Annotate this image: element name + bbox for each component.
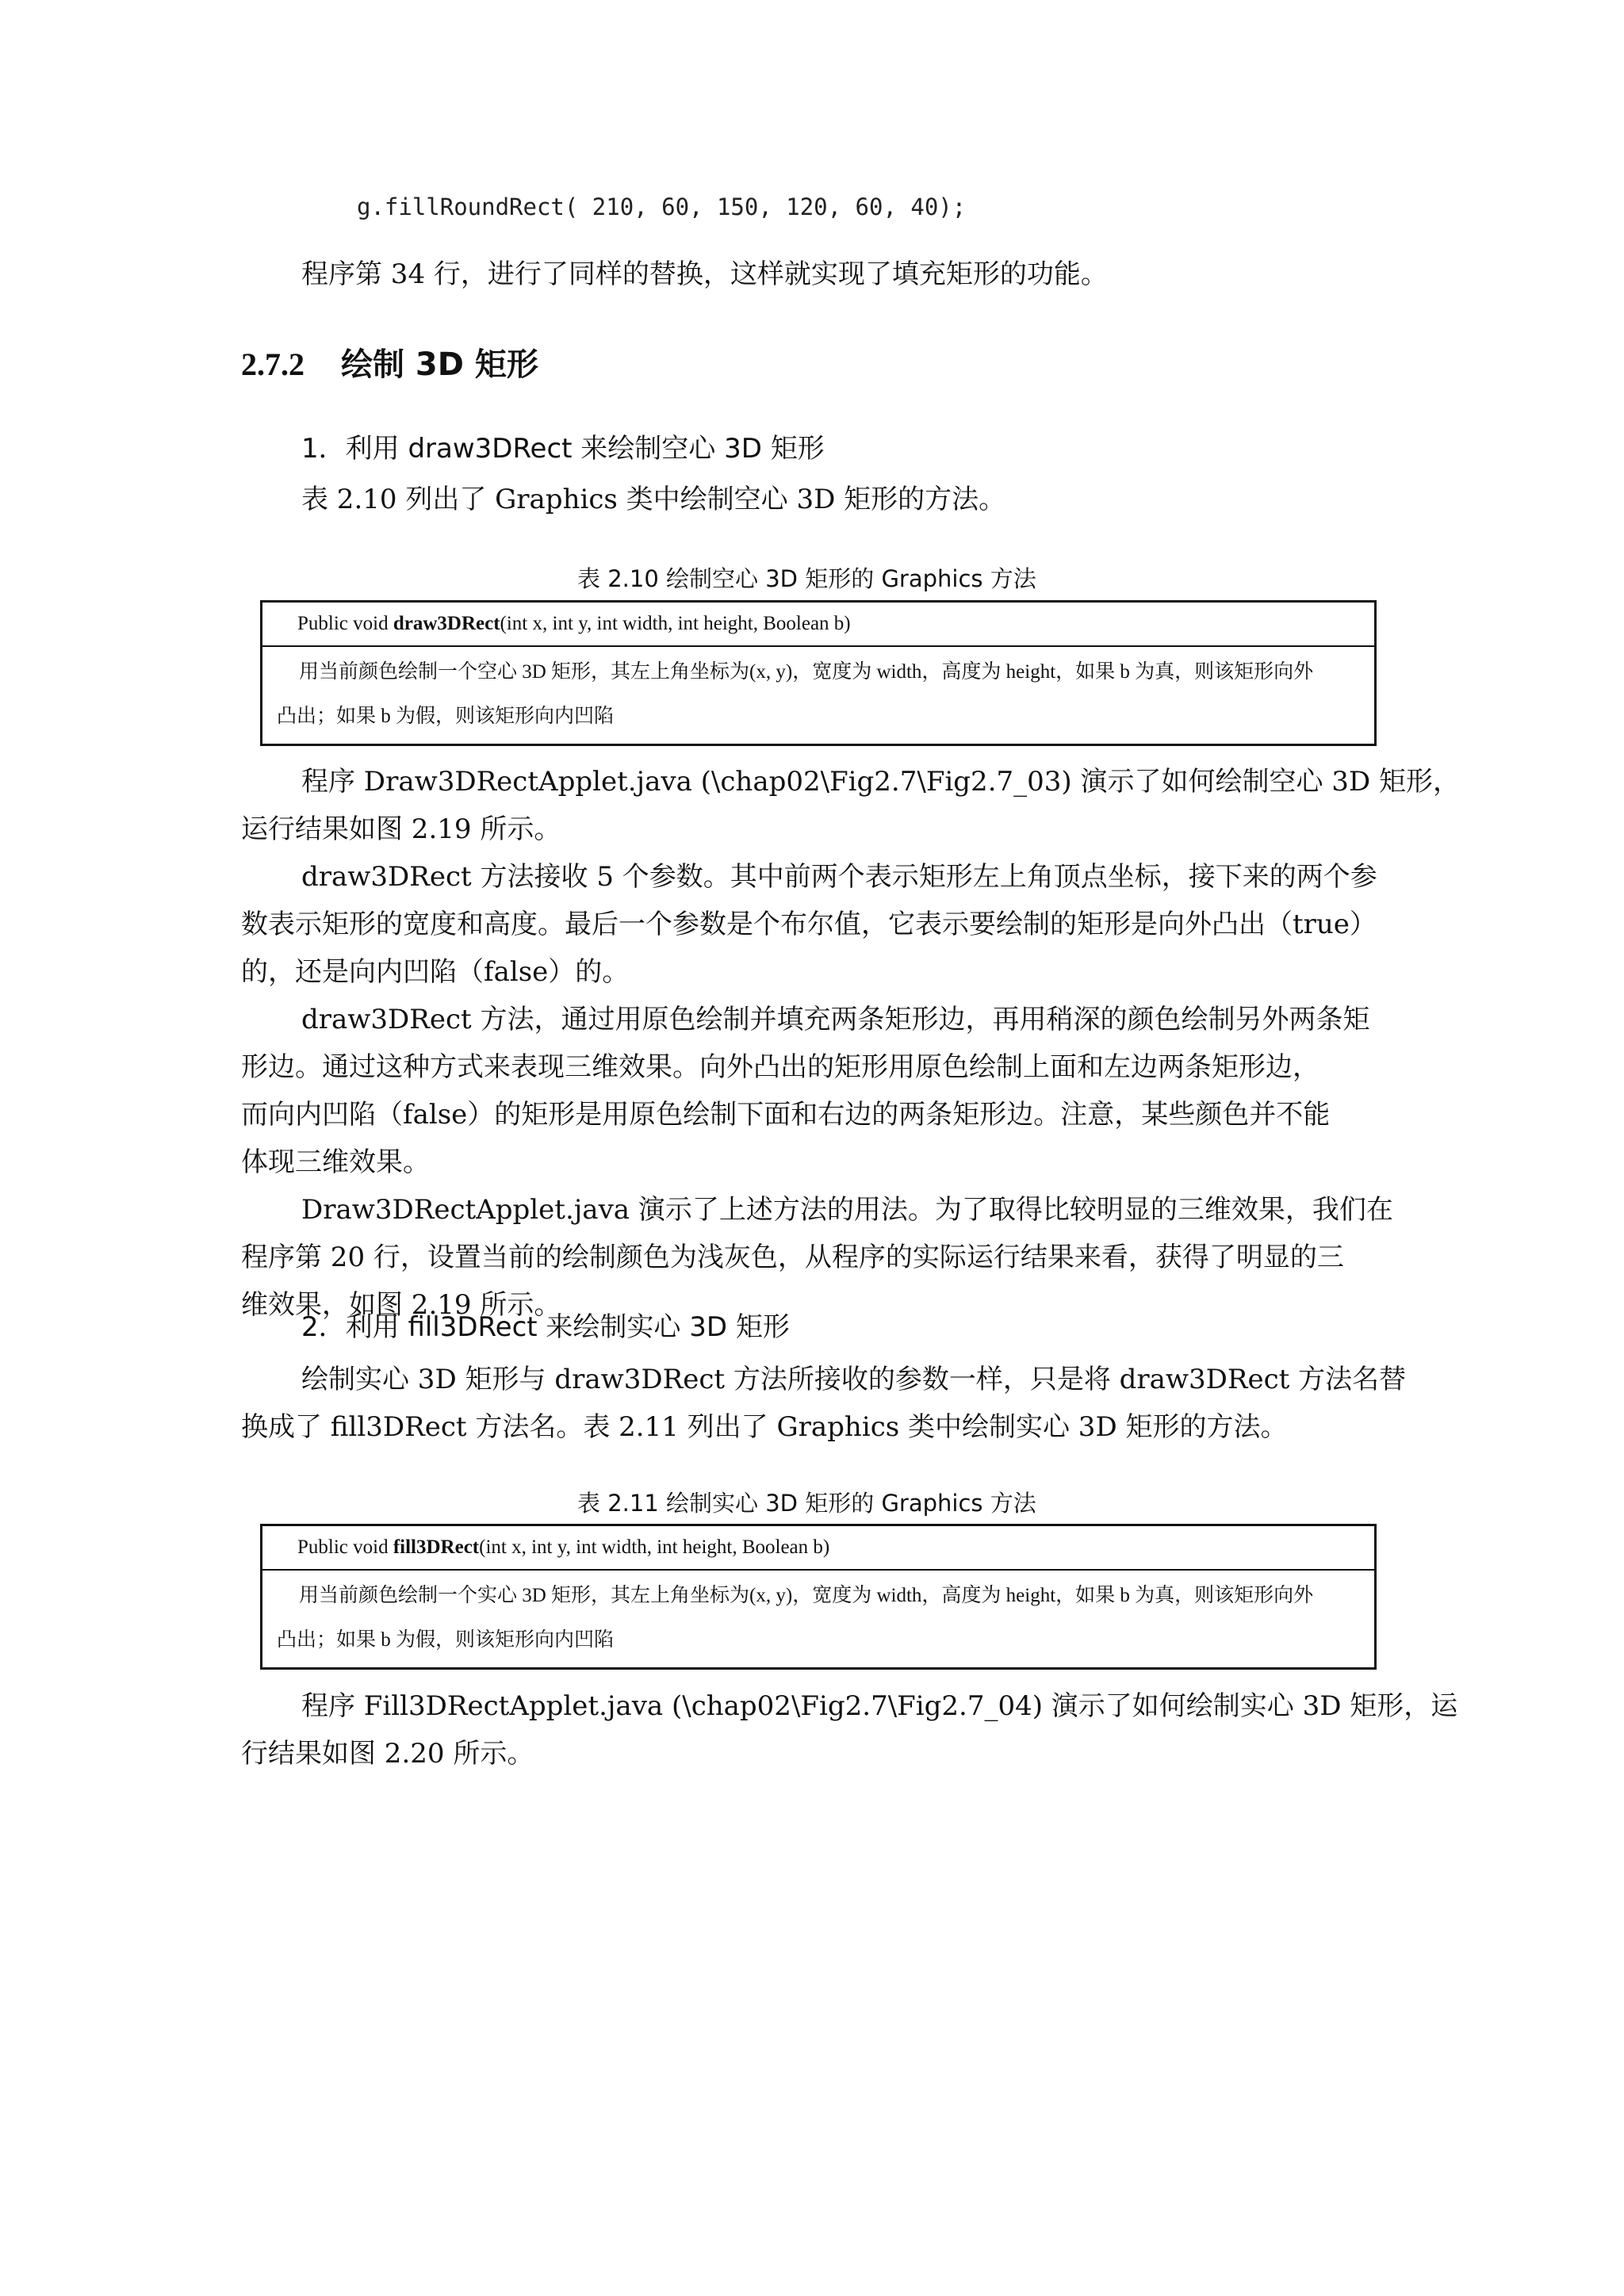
table2 (260, 1524, 1377, 1670)
text-line: 程序第 20 行，设置当前的绘制颜色为浅灰色，从程序的实际运行结果来看，获得了明显的三 (241, 1242, 1344, 1273)
text-line: 数表示矩形的宽度和高度。最后一个参数是个布尔值，它表示要绘制的矩形是向外凸出（true） (241, 909, 1377, 940)
table2-description (262, 1571, 1374, 1667)
paragraph-fill3drect (241, 1356, 1406, 1451)
table1-caption: 表 2.10 绘制空心 3D 矩形的 Graphics 方法 (577, 565, 1036, 592)
table1-description (262, 647, 1374, 744)
text-line: 程序 Fill3DRectApplet.java (\chap02\Fig2.7\Fig2.7_04) 演示了如何绘制实心 3D 矩形，运 (301, 1690, 1458, 1722)
text-line: 绘制实心 3D 矩形与 draw3DRect 方法所接收的参数一样，只是将 draw3DRect 方法名替 (301, 1364, 1407, 1395)
section-title: 绘制 3D 矩形 (341, 346, 538, 383)
sig-params: (int x, int y, int width, int height, Boolean b) (500, 613, 851, 634)
table1-signature (262, 603, 1374, 647)
sig-method: draw3DRect (393, 613, 500, 634)
section-number: 2.7.2 (241, 346, 304, 382)
sig-method: fill3DRect (393, 1536, 480, 1558)
subheading-draw3drect: 1．利用 draw3DRect 来绘制空心 3D 矩形 (301, 433, 825, 465)
text-line: 程序 Draw3DRectApplet.java (\chap02\Fig2.7\Fig2.7_03) 演示了如何绘制空心 3D 矩形， (301, 766, 1460, 798)
table2-signature (262, 1526, 1374, 1571)
paragraph-fill3drect-demo (241, 1682, 1457, 1777)
text-line: Draw3DRectApplet.java 演示了上述方法的用法。为了取得比较明显的三维效果，我们在 (301, 1194, 1393, 1226)
desc-line-2: 凸出；如果 b 为假，则该矩形向内凹陷 (277, 706, 615, 727)
code-line: g.fillRoundRect( 210, 60, 150, 120, 60, 40); (357, 193, 967, 220)
paragraph-line34: 程序第 34 行，进行了同样的替换，这样就实现了填充矩形的功能。 (301, 258, 1108, 290)
text-line: 而向内凹陷（false）的矩形是用原色绘制下面和右边的两条矩形边。注意，某些颜色并不能 (241, 1099, 1331, 1131)
paragraph-draw3drect (241, 758, 1460, 1329)
text-line: 换成了 fill3DRect 方法名。表 2.11 列出了 Graphics 类中绘制实心 3D 矩形的方法。 (241, 1411, 1288, 1443)
text-line: 的，还是向内凹陷（false）的。 (241, 956, 630, 988)
text-line: 维效果，如图 2.19 所示。 (241, 1289, 561, 1321)
text-line: 行结果如图 2.20 所示。 (241, 1738, 534, 1770)
table1 (260, 600, 1377, 746)
desc-line-1: 用当前颜色绘制一个实心 3D 矩形，其左上角坐标为(x, y)，宽度为 width，高度为 height，如果 b 为真，则该矩形向外 (299, 1585, 1314, 1606)
sig-prefix: Public void (297, 1536, 393, 1558)
sig-params: (int x, int y, int width, int height, Boolean b) (479, 1536, 830, 1558)
section-heading (241, 339, 538, 385)
text-line: 形边。通过这种方式来表现三维效果。向外凸出的矩形用原色绘制上面和左边两条矩形边， (241, 1051, 1320, 1083)
subheading-fill3drect: 2．利用 fill3DRect 来绘制实心 3D 矩形 (301, 1311, 790, 1343)
text-line: draw3DRect 方法接收 5 个参数。其中前两个表示矩形左上角顶点坐标，接下来的两个参 (301, 861, 1377, 893)
sig-prefix: Public void (297, 613, 393, 634)
desc-line-1: 用当前颜色绘制一个空心 3D 矩形，其左上角坐标为(x, y)，宽度为 width，高度为 height，如果 b 为真，则该矩形向外 (299, 661, 1314, 683)
text-line: 体现三维效果。 (241, 1146, 430, 1178)
paragraph-table-intro: 表 2.10 列出了 Graphics 类中绘制空心 3D 矩形的方法。 (301, 484, 1006, 515)
text-line: draw3DRect 方法，通过用原色绘制并填充两条矩形边，再用稍深的颜色绘制另外两条矩 (301, 1004, 1370, 1035)
text-line: 运行结果如图 2.19 所示。 (241, 813, 561, 845)
table2-caption: 表 2.11 绘制实心 3D 矩形的 Graphics 方法 (577, 1490, 1036, 1517)
desc-line-2: 凸出；如果 b 为假，则该矩形向内凹陷 (277, 1629, 615, 1651)
